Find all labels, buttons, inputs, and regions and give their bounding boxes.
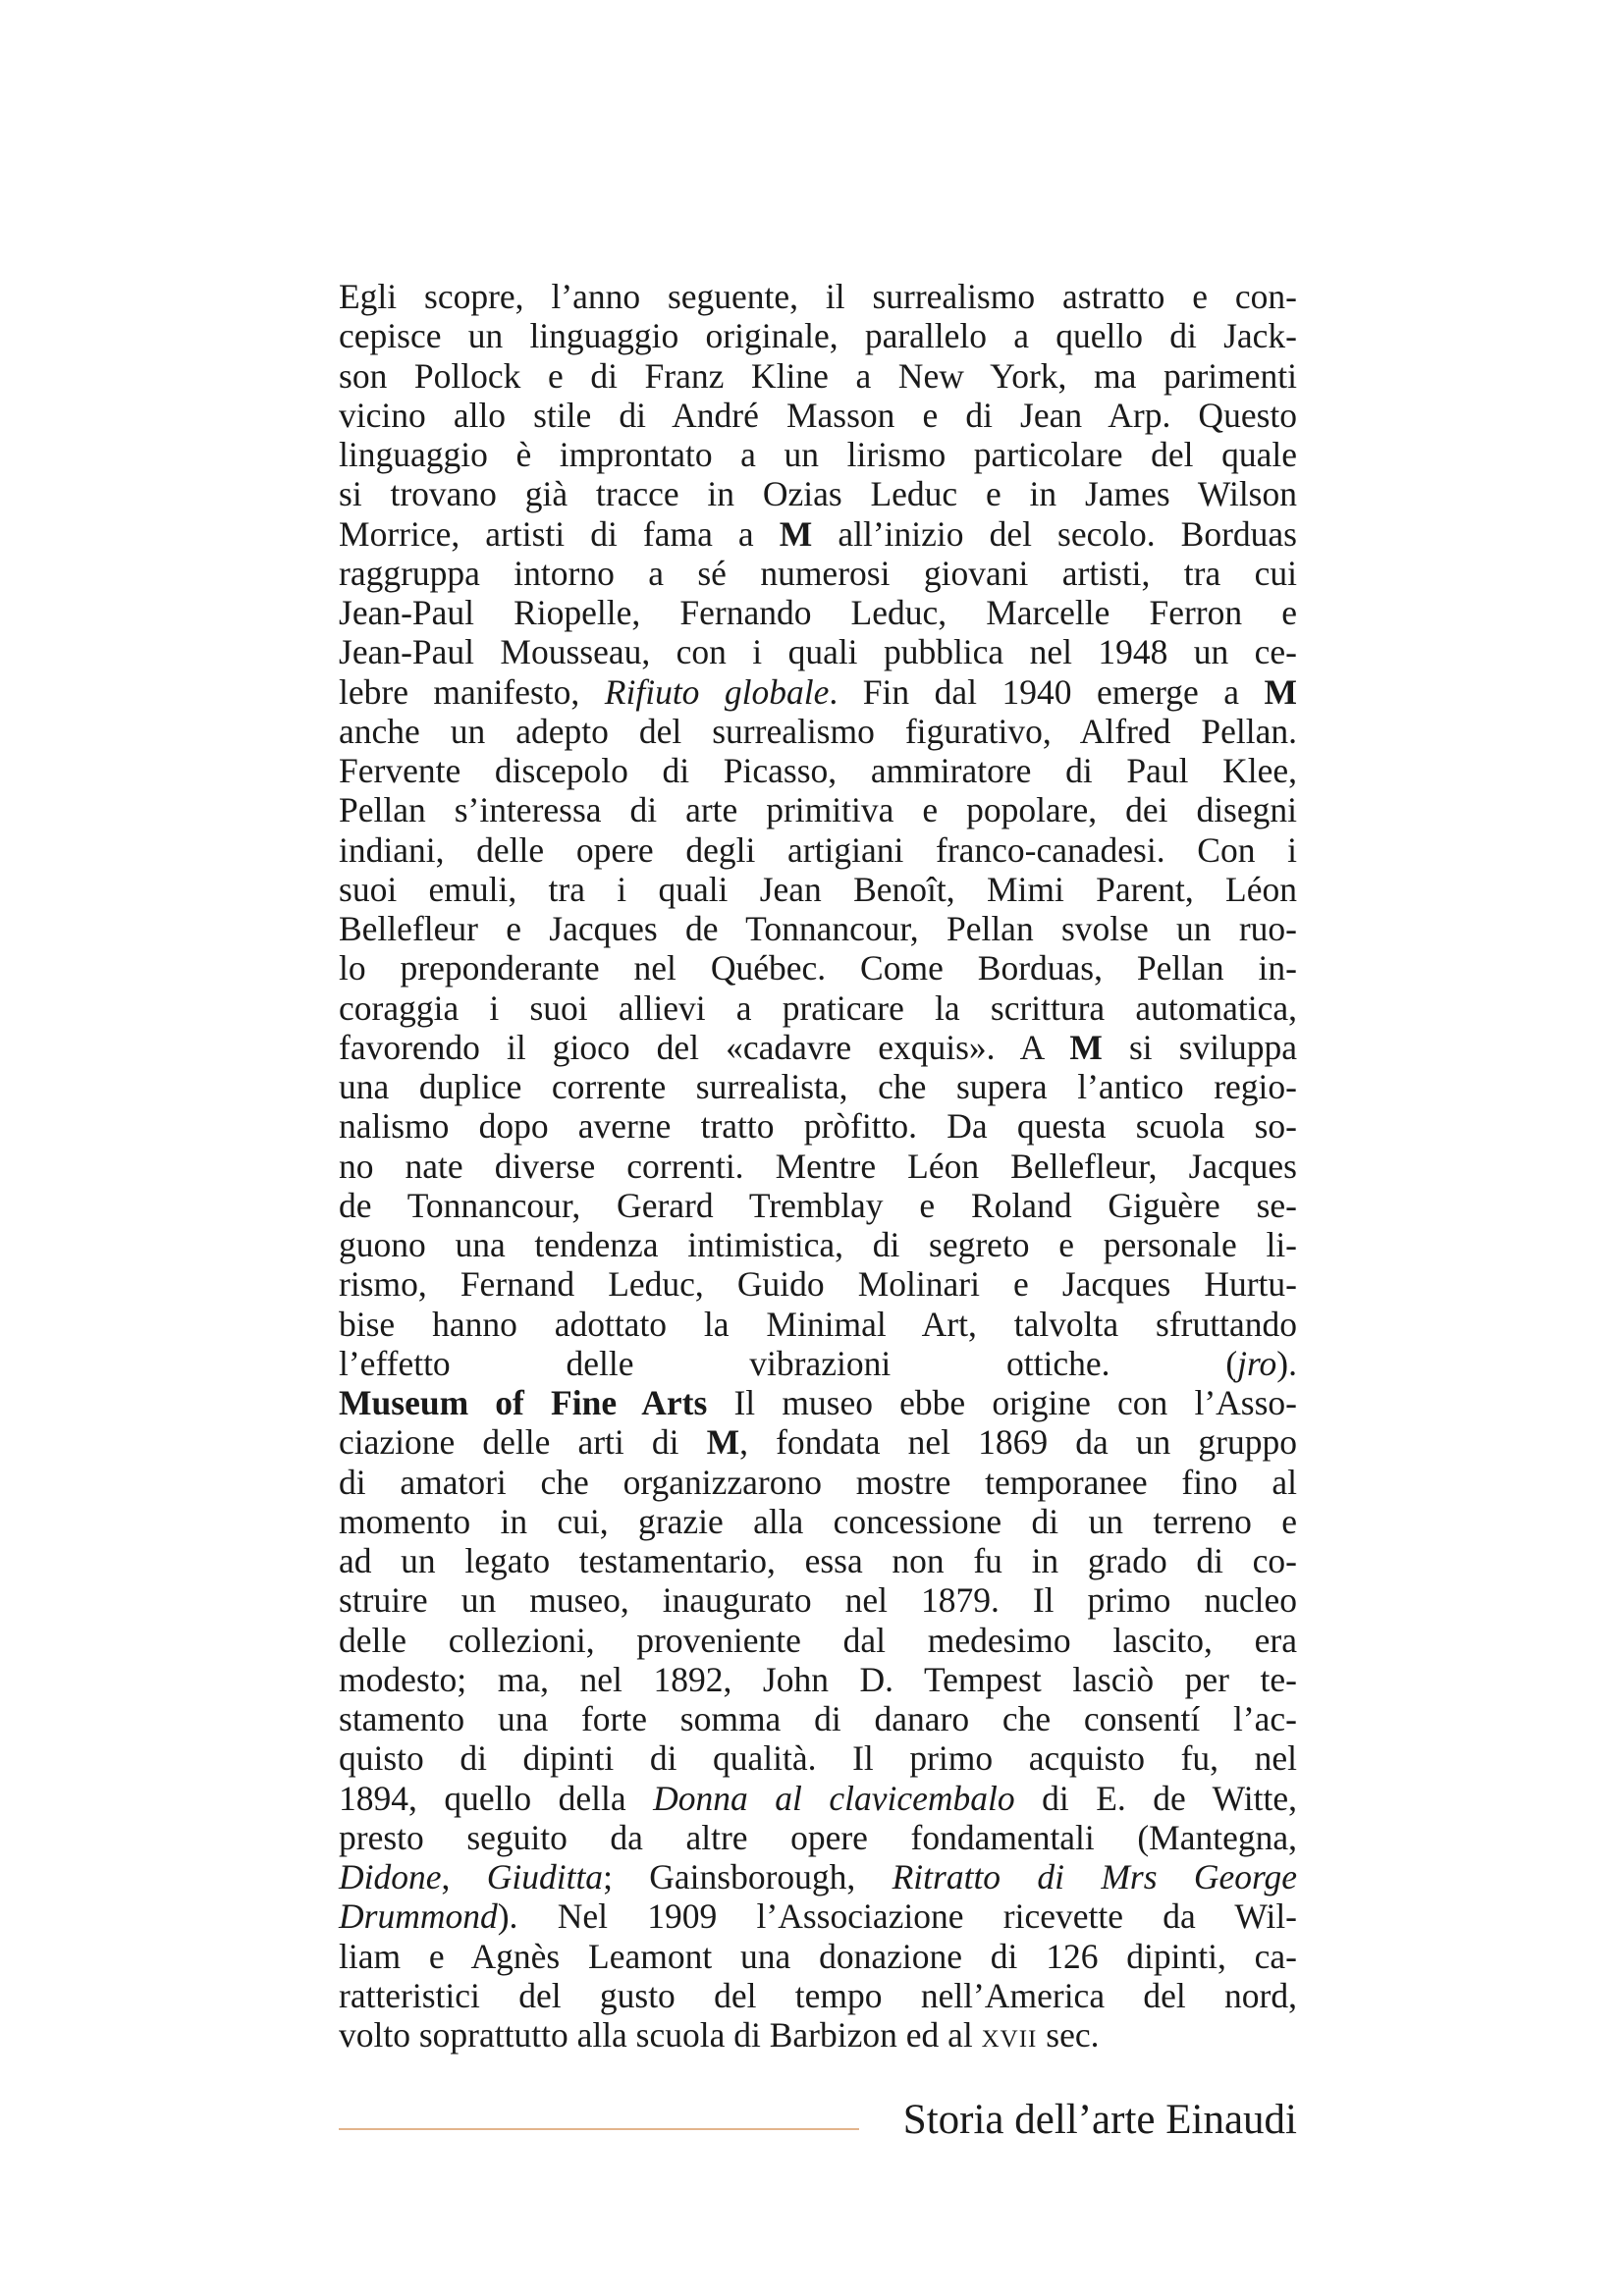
text-segment: ciazione delle arti di: [339, 1422, 707, 1463]
text-line: [339, 632, 1297, 671]
bold-text: M: [706, 1422, 740, 1463]
text-line: [339, 1067, 1297, 1106]
text-segment: lo preponderante nel Québec. Come Borduas, Pellan in-: [339, 948, 1297, 988]
text-line: [339, 672, 1297, 712]
text-line: [339, 593, 1297, 632]
text-line: [339, 1264, 1297, 1304]
text-segment: Pellan s’interessa di arte primitiva e popolare, dei disegni: [339, 790, 1297, 830]
text-segment: delle collezioni, proveniente dal medesimo lascito, era: [339, 1620, 1297, 1660]
text-segment: Il museo ebbe origine con l’Asso-: [707, 1383, 1297, 1422]
text-line: [339, 1225, 1297, 1264]
text-line: [339, 1305, 1297, 1344]
text-segment: Bellefleur e Jacques de Tonnancour, Pellan svolse un ruo-: [339, 909, 1297, 948]
text-line: [339, 1186, 1297, 1225]
footer-rule: [339, 2128, 859, 2130]
text-segment: all’inizio del secolo. Borduas: [812, 513, 1297, 554]
text-line: [339, 1344, 1297, 1383]
italic-text: Giuditta: [486, 1857, 604, 1896]
text-line: [339, 909, 1297, 948]
italic-text: Ritratto di Mrs George: [892, 1857, 1298, 1896]
text-line: [339, 554, 1297, 593]
text-segment: momento in cui, grazie alla concessione di un terreno e: [339, 1501, 1297, 1541]
text-segment: stamento una forte somma di danaro che consentí l’ac-: [339, 1699, 1297, 1738]
text-segment: de Tonnancour, Gerard Tremblay e Roland Giguère se-: [339, 1185, 1297, 1225]
text-line: [339, 514, 1297, 554]
body-text: [339, 277, 1297, 2055]
footer-title: Storia dell’arte Einaudi: [902, 2097, 1297, 2143]
text-segment: , fondata nel 1869 da un gruppo: [739, 1422, 1297, 1463]
bold-text: M: [779, 513, 813, 554]
bold-text: M: [1264, 671, 1298, 712]
text-line: [339, 870, 1297, 909]
text-segment: ).: [1276, 1343, 1297, 1383]
text-segment: ,: [441, 1857, 487, 1896]
text-line: [339, 396, 1297, 435]
text-segment: . Fin dal 1940 emerge a: [829, 671, 1265, 712]
text-line: [339, 1422, 1297, 1462]
text-line: [339, 948, 1297, 988]
bold-text: Museum of Fine Arts: [339, 1383, 708, 1422]
text-line: [339, 1857, 1297, 1896]
text-line: [339, 830, 1297, 870]
text-line: [339, 1660, 1297, 1699]
text-segment: coraggia i suoi allievi a praticare la scrittura automatica,: [339, 988, 1297, 1028]
text-segment: presto seguito da altre opere fondamentali (Mantegna,: [339, 1817, 1297, 1857]
text-segment: liam e Agnès Leamont una donazione di 126 dipinti, ca-: [339, 1936, 1297, 1976]
page-footer: [339, 2091, 1297, 2150]
text-line: [339, 1502, 1297, 1541]
text-segment: quisto di dipinti di qualità. Il primo acquisto fu, nel: [339, 1738, 1297, 1779]
text-segment: sec.: [1037, 2015, 1100, 2055]
text-segment: vicino allo stile di André Masson e di Jean Arp. Questo: [339, 395, 1297, 435]
text-line: [339, 1028, 1297, 1067]
text-line: [339, 1541, 1297, 1580]
text-line: [339, 474, 1297, 513]
text-segment: struire un museo, inaugurato nel 1879. Il primo nucleo: [339, 1580, 1297, 1621]
text-line: [339, 1779, 1297, 1818]
text-line: [339, 1106, 1297, 1146]
text-line: [339, 1463, 1297, 1502]
text-line: [339, 1621, 1297, 1660]
text-line: [339, 751, 1297, 790]
text-segment: suoi emuli, tra i quali Jean Benoît, Mimi Parent, Léon: [339, 869, 1297, 909]
text-segment: una duplice corrente surrealista, che supera l’antico regio-: [339, 1067, 1297, 1106]
text-line: [339, 316, 1297, 355]
text-segment: si trovano già tracce in Ozias Leduc e in James Wilson: [339, 474, 1297, 514]
text-segment: di amatori che organizzarono mostre temporanee fino al: [339, 1462, 1297, 1502]
text-line: [339, 1383, 1297, 1422]
text-line: [339, 1976, 1297, 2015]
italic-text: Drummond: [339, 1896, 498, 1937]
text-line: [339, 277, 1297, 316]
italic-text: Donna al clavicembalo: [653, 1778, 1015, 1818]
text-segment: modesto; ma, nel 1892, John D. Tempest lasciò per te-: [339, 1659, 1297, 1699]
text-segment: nalismo dopo averne tratto pròfitto. Da questa scuola so-: [339, 1106, 1297, 1147]
text-segment: ad un legato testamentario, essa non fu in grado di co-: [339, 1541, 1297, 1580]
text-line: [339, 1699, 1297, 1738]
text-segment: Jean-Paul Riopelle, Fernando Leduc, Marcelle Ferron e: [339, 593, 1297, 632]
text-segment: Morrice, artisti di fama a: [339, 513, 780, 554]
italic-text: Didone: [339, 1857, 442, 1896]
text-segment: favorendo il gioco del «cadavre exquis». A: [339, 1027, 1070, 1067]
text-segment: di E. de Witte,: [1014, 1778, 1297, 1818]
text-line: [339, 1818, 1297, 1857]
text-line: [339, 1147, 1297, 1186]
text-line: [339, 790, 1297, 829]
text-segment: Jean-Paul Mousseau, con i quali pubblica nel 1948 un ce-: [339, 632, 1297, 672]
text-segment: anche un adepto del surrealismo figurativo, Alfred Pellan.: [339, 711, 1297, 751]
text-segment: ). Nel 1909 l’Associazione ricevette da Wil-: [497, 1896, 1297, 1937]
text-line: [339, 356, 1297, 396]
text-line: [339, 1580, 1297, 1620]
text-segment: guono una tendenza intimistica, di segreto e personale li-: [339, 1225, 1297, 1264]
text-segment: lebre manifesto,: [339, 671, 605, 712]
bold-text: M: [1069, 1027, 1103, 1067]
text-segment: 1894, quello della: [339, 1778, 654, 1818]
text-segment: bise hanno adottato la Minimal Art, talvolta sfruttando: [339, 1304, 1297, 1344]
text-segment: l’effetto delle vibrazioni ottiche. (: [339, 1343, 1238, 1383]
text-segment: linguaggio è improntato a un lirismo particolare del quale: [339, 435, 1297, 474]
text-line: [339, 1937, 1297, 1976]
text-segment: volto soprattutto alla scuola di Barbizon ed al: [339, 2015, 982, 2055]
text-segment: cepisce un linguaggio originale, parallelo a quello di Jack-: [339, 316, 1297, 356]
text-segment: Fervente discepolo di Picasso, ammiratore di Paul Klee,: [339, 751, 1297, 790]
text-segment: rismo, Fernand Leduc, Guido Molinari e Jacques Hurtu-: [339, 1264, 1297, 1305]
text-segment: ratteristici del gusto del tempo nell’America del nord,: [339, 1975, 1297, 2015]
text-line: [339, 712, 1297, 751]
italic-text: jro: [1237, 1343, 1277, 1383]
text-segment: si sviluppa: [1102, 1027, 1297, 1067]
small-caps-text: xvii: [981, 2015, 1038, 2055]
text-segment: ; Gainsborough,: [603, 1857, 893, 1896]
text-segment: son Pollock e di Franz Kline a New York, ma parimenti: [339, 355, 1297, 396]
italic-text: Rifiuto globale: [604, 671, 830, 712]
text-line: [339, 988, 1297, 1028]
text-line: [339, 2015, 1297, 2055]
text-line: [339, 1738, 1297, 1778]
text-segment: raggruppa intorno a sé numerosi giovani artisti, tra cui: [339, 553, 1297, 593]
text-line: [339, 435, 1297, 474]
text-segment: Egli scopre, l’anno seguente, il surrealismo astratto e con-: [339, 277, 1297, 316]
text-segment: no nate diverse correnti. Mentre Léon Bellefleur, Jacques: [339, 1146, 1297, 1186]
text-segment: indiani, delle opere degli artigiani franco-canadesi. Con i: [339, 829, 1297, 870]
text-line: [339, 1896, 1297, 1936]
